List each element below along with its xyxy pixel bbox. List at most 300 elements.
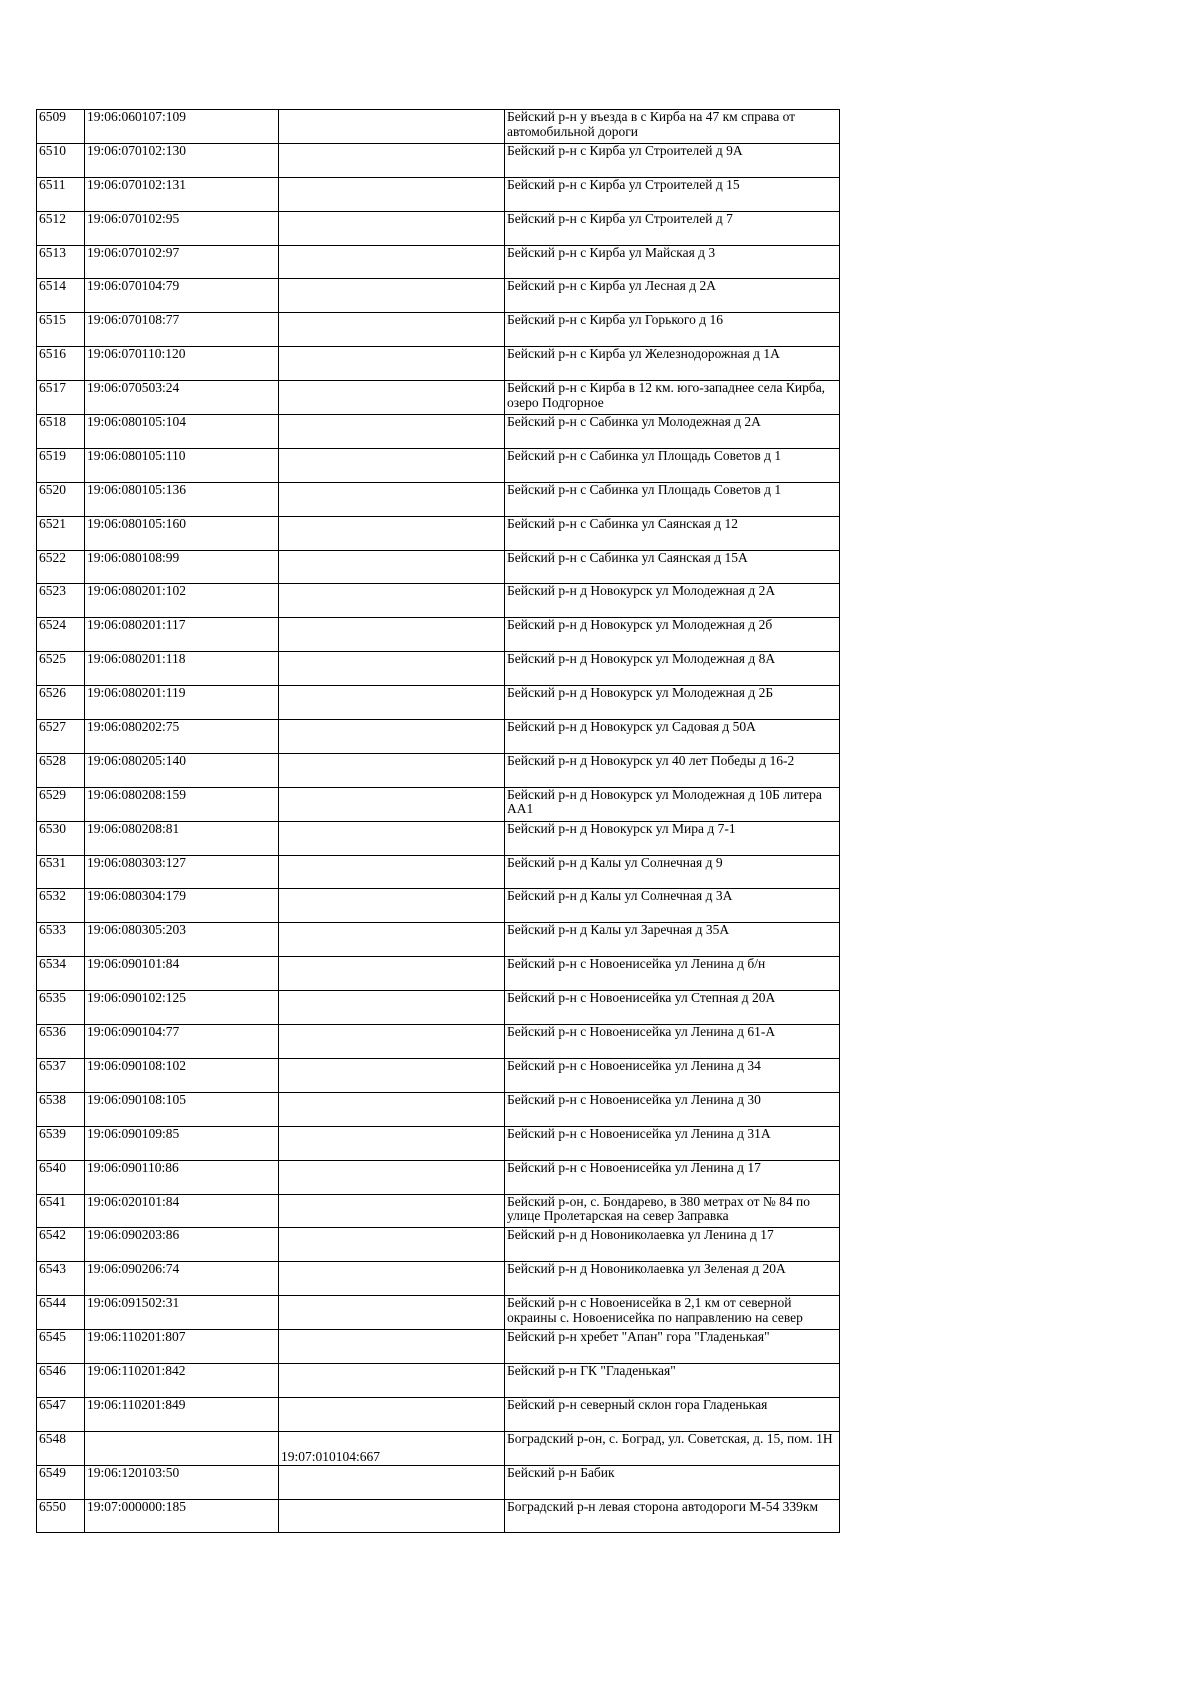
cadastral-number-cell-text: 19:06:070102:131 xyxy=(87,177,187,192)
row-number-cell-text: 6522 xyxy=(39,550,66,565)
table-row xyxy=(37,1194,840,1228)
table-row xyxy=(37,448,840,482)
cadastral-number-cell-text: 19:06:020101:84 xyxy=(87,1194,180,1209)
registry-table xyxy=(36,109,840,1533)
address-cell-text: Бейский р-н с Сабинка ул Саянская д 12 xyxy=(507,516,738,531)
address-cell xyxy=(505,1262,840,1296)
cadastral-number-cell-text: 19:06:080208:159 xyxy=(87,787,187,802)
cadastral-number-cell xyxy=(85,211,279,245)
cadastral-number-cell xyxy=(85,753,279,787)
secondary-cadastral-number-cell xyxy=(279,1228,505,1262)
address-cell-text: Бейский р-н д Новокурск ул Молодежная д 8А xyxy=(507,652,776,667)
row-number-cell xyxy=(37,1465,85,1499)
address-cell-text: Бейский р-н д Новокурск ул Молодежная д 2А xyxy=(507,584,776,599)
row-number-cell-text: 6530 xyxy=(39,821,66,836)
cadastral-number-cell-text: 19:06:090104:77 xyxy=(87,1025,180,1040)
table-row xyxy=(37,1262,840,1296)
row-number-cell-text: 6537 xyxy=(39,1058,66,1073)
address-cell-text: Бейский р-н д Новокурск ул Молодежная д 2б xyxy=(507,618,773,633)
address-cell-text: Бейский р-н с Кирба ул Железнодорожная д 1А xyxy=(507,347,780,362)
secondary-cadastral-number-cell-text xyxy=(281,313,502,331)
row-number-cell xyxy=(37,787,85,821)
row-number-cell-text: 6526 xyxy=(39,686,66,701)
secondary-cadastral-number-cell-text xyxy=(281,788,502,806)
secondary-cadastral-number-cell xyxy=(279,1194,505,1228)
secondary-cadastral-number-cell xyxy=(279,1330,505,1364)
cadastral-number-cell xyxy=(85,482,279,516)
cadastral-number-cell xyxy=(85,1397,279,1431)
address-cell xyxy=(505,347,840,381)
address-cell-text: Боградский р-он, с. Боград, ул. Советская, д. 15, пом. 1Н xyxy=(507,1431,833,1446)
cadastral-number-cell xyxy=(85,1092,279,1126)
address-cell xyxy=(505,1126,840,1160)
cadastral-number-cell xyxy=(85,584,279,618)
secondary-cadastral-number-cell xyxy=(279,1126,505,1160)
secondary-cadastral-number-cell xyxy=(279,347,505,381)
cadastral-number-cell-text: 19:06:080105:160 xyxy=(87,516,187,531)
row-number-cell xyxy=(37,720,85,754)
secondary-cadastral-number-cell xyxy=(279,1058,505,1092)
row-number-cell xyxy=(37,618,85,652)
cadastral-number-cell xyxy=(85,1228,279,1262)
secondary-cadastral-number-cell-text xyxy=(281,1127,502,1145)
secondary-cadastral-number-cell-text xyxy=(281,279,502,297)
secondary-cadastral-number-cell-text xyxy=(281,923,502,941)
address-cell-text: Бейский р-н с Кирба в 12 км. юго-западнее села Кирба, озеро Подгорное xyxy=(507,381,826,410)
cadastral-number-cell xyxy=(85,1363,279,1397)
address-cell xyxy=(505,1058,840,1092)
table-row xyxy=(37,652,840,686)
secondary-cadastral-number-cell-text xyxy=(281,720,502,738)
secondary-cadastral-number-cell xyxy=(279,550,505,584)
table-row xyxy=(37,211,840,245)
table-row xyxy=(37,923,840,957)
row-number-cell xyxy=(37,1160,85,1194)
address-cell-text: Бейский р-н ГК "Гладенькая" xyxy=(507,1363,676,1378)
secondary-cadastral-number-cell-text: 19:07:010104:667 xyxy=(281,1448,381,1464)
address-cell-text: Бейский р-н у въезда в с Кирба на 47 км справа от автомобильной дороги xyxy=(507,110,796,139)
cadastral-number-cell xyxy=(85,381,279,415)
secondary-cadastral-number-cell xyxy=(279,1397,505,1431)
row-number-cell-text: 6539 xyxy=(39,1126,66,1141)
table-row xyxy=(37,1363,840,1397)
row-number-cell xyxy=(37,177,85,211)
secondary-cadastral-number-cell-text xyxy=(281,991,502,1009)
table-row xyxy=(37,889,840,923)
address-cell-text: Бейский р-н д Новокурск ул Молодежная д 10Б литера АА1 xyxy=(507,787,822,817)
row-number-cell xyxy=(37,143,85,177)
cadastral-number-cell xyxy=(85,143,279,177)
row-number-cell-text: 6543 xyxy=(39,1262,66,1277)
cadastral-number-cell xyxy=(85,1330,279,1364)
address-cell-text: Бейский р-н с Новоенисейка ул Ленина д 30 xyxy=(507,1092,761,1107)
cadastral-number-cell xyxy=(85,1160,279,1194)
secondary-cadastral-number-cell xyxy=(279,1499,505,1533)
row-number-cell-text: 6538 xyxy=(39,1092,66,1107)
row-number-cell-text: 6524 xyxy=(39,618,66,633)
row-number-cell-text: 6541 xyxy=(39,1194,66,1209)
cadastral-number-cell xyxy=(85,1058,279,1092)
table-row xyxy=(37,1092,840,1126)
secondary-cadastral-number-cell-text xyxy=(281,1228,502,1246)
row-number-cell xyxy=(37,1431,85,1465)
row-number-cell-text: 6540 xyxy=(39,1160,66,1175)
address-cell xyxy=(505,753,840,787)
cadastral-number-cell-text: 19:06:070102:95 xyxy=(87,211,180,226)
secondary-cadastral-number-cell-text xyxy=(281,1466,502,1484)
secondary-cadastral-number-cell xyxy=(279,1363,505,1397)
address-cell xyxy=(505,787,840,821)
address-cell xyxy=(505,1431,840,1465)
row-number-cell-text: 6509 xyxy=(39,110,66,124)
table-row xyxy=(37,584,840,618)
cadastral-number-cell-text: 19:06:110201:842 xyxy=(87,1363,186,1378)
table-row xyxy=(37,347,840,381)
cadastral-number-cell xyxy=(85,347,279,381)
row-number-cell-text: 6545 xyxy=(39,1330,66,1345)
address-cell-text: Бейский р-н с Новоенисейка ул Ленина д 61-А xyxy=(507,1025,776,1040)
secondary-cadastral-number-cell-text xyxy=(281,822,502,840)
table-row xyxy=(37,991,840,1025)
registry-table-body xyxy=(37,110,840,1533)
address-cell-text: Бейский р-н северный склон гора Гладенькая xyxy=(507,1397,768,1412)
secondary-cadastral-number-cell xyxy=(279,1296,505,1330)
table-row xyxy=(37,686,840,720)
cadastral-number-cell xyxy=(85,110,279,144)
address-cell xyxy=(505,1160,840,1194)
secondary-cadastral-number-cell xyxy=(279,720,505,754)
secondary-cadastral-number-cell xyxy=(279,618,505,652)
address-cell xyxy=(505,686,840,720)
secondary-cadastral-number-cell-text xyxy=(281,889,502,907)
address-cell-text: Бейский р-н с Кирба ул Строителей д 9А xyxy=(507,143,743,158)
row-number-cell-text: 6544 xyxy=(39,1296,66,1311)
address-cell xyxy=(505,991,840,1025)
secondary-cadastral-number-cell xyxy=(279,279,505,313)
row-number-cell-text: 6520 xyxy=(39,482,66,497)
address-cell-text: Бейский р-н д Калы ул Заречная д 35А xyxy=(507,923,730,938)
secondary-cadastral-number-cell-text xyxy=(281,110,502,128)
secondary-cadastral-number-cell-text xyxy=(281,1195,502,1213)
cadastral-number-cell-text: 19:06:090108:102 xyxy=(87,1058,187,1073)
cadastral-number-cell xyxy=(85,448,279,482)
row-number-cell-text: 6534 xyxy=(39,957,66,972)
row-number-cell-text: 6516 xyxy=(39,347,66,362)
row-number-cell xyxy=(37,991,85,1025)
cadastral-number-cell xyxy=(85,1126,279,1160)
address-cell xyxy=(505,313,840,347)
row-number-cell-text: 6529 xyxy=(39,787,66,802)
cadastral-number-cell-text: 19:06:090203:86 xyxy=(87,1228,180,1243)
row-number-cell xyxy=(37,550,85,584)
secondary-cadastral-number-cell-text xyxy=(281,1059,502,1077)
secondary-cadastral-number-cell xyxy=(279,923,505,957)
secondary-cadastral-number-cell-text xyxy=(281,1296,502,1314)
secondary-cadastral-number-cell-text xyxy=(281,415,502,433)
row-number-cell-text: 6527 xyxy=(39,720,66,735)
address-cell xyxy=(505,448,840,482)
cadastral-number-cell xyxy=(85,1025,279,1059)
table-row xyxy=(37,381,840,415)
address-cell-text: Бейский р-он, с. Бондарево, в 380 метрах от № 84 по улице Пролетарская на север Заправка xyxy=(507,1194,810,1224)
row-number-cell-text: 6546 xyxy=(39,1363,66,1378)
row-number-cell xyxy=(37,245,85,279)
cadastral-number-cell-text: 19:06:080201:118 xyxy=(87,652,186,667)
secondary-cadastral-number-cell-text xyxy=(281,1398,502,1416)
cadastral-number-cell-text: 19:06:070110:120 xyxy=(87,347,186,362)
address-cell xyxy=(505,143,840,177)
address-cell-text: Бейский р-н с Кирба ул Строителей д 15 xyxy=(507,177,740,192)
cadastral-number-cell-text: 19:06:091502:31 xyxy=(87,1296,180,1311)
secondary-cadastral-number-cell xyxy=(279,516,505,550)
address-cell xyxy=(505,1228,840,1262)
address-cell xyxy=(505,482,840,516)
cadastral-number-cell xyxy=(85,652,279,686)
secondary-cadastral-number-cell-text xyxy=(281,1093,502,1111)
cadastral-number-cell-text: 19:06:070104:79 xyxy=(87,279,180,294)
table-row xyxy=(37,143,840,177)
address-cell xyxy=(505,110,840,144)
secondary-cadastral-number-cell xyxy=(279,686,505,720)
row-number-cell xyxy=(37,652,85,686)
cadastral-number-cell-text: 19:06:090101:84 xyxy=(87,957,180,972)
address-cell-text: Бейский р-н д Новокурск ул Садовая д 50А xyxy=(507,720,756,735)
row-number-cell xyxy=(37,1499,85,1533)
secondary-cadastral-number-cell xyxy=(279,313,505,347)
cadastral-number-cell xyxy=(85,415,279,449)
address-cell-text: Бейский р-н д Калы ул Солнечная д 3А xyxy=(507,889,733,904)
table-row xyxy=(37,1160,840,1194)
table-row xyxy=(37,110,840,144)
row-number-cell xyxy=(37,957,85,991)
row-number-cell xyxy=(37,753,85,787)
row-number-cell xyxy=(37,1296,85,1330)
row-number-cell xyxy=(37,516,85,550)
secondary-cadastral-number-cell-text xyxy=(281,144,502,162)
cadastral-number-cell xyxy=(85,889,279,923)
secondary-cadastral-number-cell-text xyxy=(281,1364,502,1382)
row-number-cell xyxy=(37,313,85,347)
address-cell xyxy=(505,618,840,652)
address-cell-text: Бейский р-н с Кирба ул Строителей д 7 xyxy=(507,211,733,226)
cadastral-number-cell-text: 19:06:070108:77 xyxy=(87,313,180,328)
table-row xyxy=(37,855,840,889)
secondary-cadastral-number-cell-text xyxy=(281,652,502,670)
address-cell-text: Бейский р-н с Новоенисейка ул Ленина д 17 xyxy=(507,1160,761,1175)
row-number-cell-text: 6528 xyxy=(39,753,66,768)
address-cell xyxy=(505,1499,840,1533)
address-cell-text: Бейский р-н с Новоенисейка ул Ленина д 31А xyxy=(507,1126,771,1141)
row-number-cell xyxy=(37,415,85,449)
row-number-cell xyxy=(37,1092,85,1126)
address-cell xyxy=(505,855,840,889)
cadastral-number-cell-text: 19:06:080105:136 xyxy=(87,482,187,497)
table-row xyxy=(37,1499,840,1533)
secondary-cadastral-number-cell-text xyxy=(281,754,502,772)
row-number-cell xyxy=(37,584,85,618)
address-cell xyxy=(505,415,840,449)
cadastral-number-cell-text: 19:06:090110:86 xyxy=(87,1160,179,1175)
secondary-cadastral-number-cell xyxy=(279,482,505,516)
cadastral-number-cell-text: 19:06:080105:110 xyxy=(87,448,186,463)
secondary-cadastral-number-cell xyxy=(279,1262,505,1296)
row-number-cell xyxy=(37,279,85,313)
secondary-cadastral-number-cell xyxy=(279,1025,505,1059)
secondary-cadastral-number-cell-text xyxy=(281,1161,502,1179)
table-row xyxy=(37,1025,840,1059)
cadastral-number-cell-text: 19:06:070102:130 xyxy=(87,143,187,158)
address-cell xyxy=(505,1363,840,1397)
row-number-cell xyxy=(37,381,85,415)
secondary-cadastral-number-cell-text xyxy=(281,381,502,399)
address-cell xyxy=(505,550,840,584)
address-cell-text: Бейский р-н д Новокурск ул Мира д 7-1 xyxy=(507,821,736,836)
row-number-cell xyxy=(37,482,85,516)
cadastral-number-cell-text: 19:06:080201:102 xyxy=(87,584,187,599)
cadastral-number-cell xyxy=(85,923,279,957)
row-number-cell xyxy=(37,923,85,957)
secondary-cadastral-number-cell-text xyxy=(281,551,502,569)
table-row xyxy=(37,482,840,516)
address-cell-text: Бейский р-н д Калы ул Солнечная д 9 xyxy=(507,855,723,870)
address-cell xyxy=(505,381,840,415)
row-number-cell-text: 6510 xyxy=(39,143,66,158)
row-number-cell xyxy=(37,1397,85,1431)
secondary-cadastral-number-cell xyxy=(279,652,505,686)
address-cell-text: Бейский р-н с Новоенисейка в 2,1 км от северной окраины с. Новоенисейка по направлению на север xyxy=(507,1296,803,1325)
row-number-cell xyxy=(37,1126,85,1160)
table-row xyxy=(37,787,840,821)
cadastral-number-cell xyxy=(85,1499,279,1533)
row-number-cell xyxy=(37,1363,85,1397)
secondary-cadastral-number-cell-text xyxy=(281,347,502,365)
cadastral-number-cell-text: 19:06:080201:117 xyxy=(87,618,186,633)
secondary-cadastral-number-cell-text xyxy=(281,1330,502,1348)
secondary-cadastral-number-cell-text xyxy=(281,1500,502,1518)
cadastral-number-cell xyxy=(85,516,279,550)
secondary-cadastral-number-cell-text xyxy=(281,517,502,535)
secondary-cadastral-number-cell xyxy=(279,211,505,245)
cadastral-number-cell xyxy=(85,550,279,584)
row-number-cell xyxy=(37,1058,85,1092)
row-number-cell-text: 6521 xyxy=(39,516,66,531)
cadastral-number-cell-text: 19:06:090102:125 xyxy=(87,991,187,1006)
row-number-cell xyxy=(37,1025,85,1059)
secondary-cadastral-number-cell xyxy=(279,1431,505,1465)
address-cell-text: Бейский р-н д Новониколаевка ул Ленина д 17 xyxy=(507,1228,774,1243)
row-number-cell xyxy=(37,889,85,923)
cadastral-number-cell xyxy=(85,855,279,889)
address-cell xyxy=(505,652,840,686)
address-cell xyxy=(505,1194,840,1228)
address-cell-text: Бейский р-н с Сабинка ул Саянская д 15А xyxy=(507,550,748,565)
row-number-cell xyxy=(37,110,85,144)
address-cell-text: Бейский р-н д Новониколаевка ул Зеленая д 20А xyxy=(507,1262,786,1277)
table-row xyxy=(37,550,840,584)
cadastral-number-cell xyxy=(85,245,279,279)
address-cell-text: Бейский р-н с Сабинка ул Площадь Советов д 1 xyxy=(507,448,782,463)
address-cell-text: Бейский р-н с Новоенисейка ул Ленина д б/н xyxy=(507,957,766,972)
row-number-cell-text: 6525 xyxy=(39,652,66,667)
address-cell-text: Бейский р-н с Кирба ул Майская д 3 xyxy=(507,245,716,260)
cadastral-number-cell-text: 19:06:070503:24 xyxy=(87,381,180,396)
address-cell-text: Бейский р-н д Новокурск ул 40 лет Победы д 16-2 xyxy=(507,753,795,768)
cadastral-number-cell-text: 19:06:080304:179 xyxy=(87,889,187,904)
address-cell-text: Бейский р-н хребет "Апан" гора "Гладенькая" xyxy=(507,1330,770,1345)
secondary-cadastral-number-cell-text xyxy=(281,618,502,636)
address-cell xyxy=(505,1092,840,1126)
cadastral-number-cell xyxy=(85,1194,279,1228)
address-cell xyxy=(505,1296,840,1330)
cadastral-number-cell-text: 19:06:080205:140 xyxy=(87,753,187,768)
row-number-cell xyxy=(37,211,85,245)
row-number-cell-text: 6511 xyxy=(39,177,66,192)
cadastral-number-cell-text: 19:06:080208:81 xyxy=(87,821,180,836)
cadastral-number-cell xyxy=(85,821,279,855)
table-row xyxy=(37,1296,840,1330)
row-number-cell-text: 6533 xyxy=(39,923,66,938)
table-row xyxy=(37,821,840,855)
secondary-cadastral-number-cell xyxy=(279,991,505,1025)
secondary-cadastral-number-cell xyxy=(279,821,505,855)
cadastral-number-cell-text: 19:06:080202:75 xyxy=(87,720,180,735)
cadastral-number-cell-text: 19:06:080108:99 xyxy=(87,550,180,565)
row-number-cell-text: 6547 xyxy=(39,1397,66,1412)
row-number-cell xyxy=(37,1194,85,1228)
secondary-cadastral-number-cell xyxy=(279,753,505,787)
address-cell xyxy=(505,211,840,245)
address-cell-text: Бейский р-н с Кирба ул Лесная д 2А xyxy=(507,279,716,294)
row-number-cell xyxy=(37,1330,85,1364)
secondary-cadastral-number-cell-text xyxy=(281,1262,502,1280)
address-cell xyxy=(505,1025,840,1059)
address-cell-text: Бейский р-н с Сабинка ул Площадь Советов д 1 xyxy=(507,482,782,497)
row-number-cell-text: 6536 xyxy=(39,1025,66,1040)
cadastral-number-cell xyxy=(85,957,279,991)
cadastral-number-cell-text: 19:06:120103:50 xyxy=(87,1465,180,1480)
address-cell-text: Бейский р-н д Новокурск ул Молодежная д 2Б xyxy=(507,686,774,701)
address-cell xyxy=(505,821,840,855)
secondary-cadastral-number-cell-text xyxy=(281,957,502,975)
address-cell xyxy=(505,516,840,550)
address-cell xyxy=(505,923,840,957)
cadastral-number-cell-text: 19:06:110201:849 xyxy=(87,1397,186,1412)
address-cell xyxy=(505,957,840,991)
table-row xyxy=(37,245,840,279)
secondary-cadastral-number-cell xyxy=(279,448,505,482)
address-cell xyxy=(505,279,840,313)
row-number-cell-text: 6549 xyxy=(39,1465,66,1480)
row-number-cell-text: 6513 xyxy=(39,245,66,260)
row-number-cell-text: 6518 xyxy=(39,415,66,430)
cadastral-number-cell-text: 19:06:110201:807 xyxy=(87,1330,186,1345)
cadastral-number-cell-text: 19:06:080305:203 xyxy=(87,923,187,938)
secondary-cadastral-number-cell-text xyxy=(281,246,502,264)
cadastral-number-cell xyxy=(85,1465,279,1499)
secondary-cadastral-number-cell xyxy=(279,381,505,415)
secondary-cadastral-number-cell-text xyxy=(281,686,502,704)
secondary-cadastral-number-cell xyxy=(279,415,505,449)
cadastral-number-cell xyxy=(85,279,279,313)
secondary-cadastral-number-cell xyxy=(279,143,505,177)
row-number-cell xyxy=(37,448,85,482)
table-row xyxy=(37,1228,840,1262)
secondary-cadastral-number-cell xyxy=(279,889,505,923)
cadastral-number-cell xyxy=(85,686,279,720)
table-row xyxy=(37,1465,840,1499)
row-number-cell xyxy=(37,686,85,720)
secondary-cadastral-number-cell xyxy=(279,177,505,211)
